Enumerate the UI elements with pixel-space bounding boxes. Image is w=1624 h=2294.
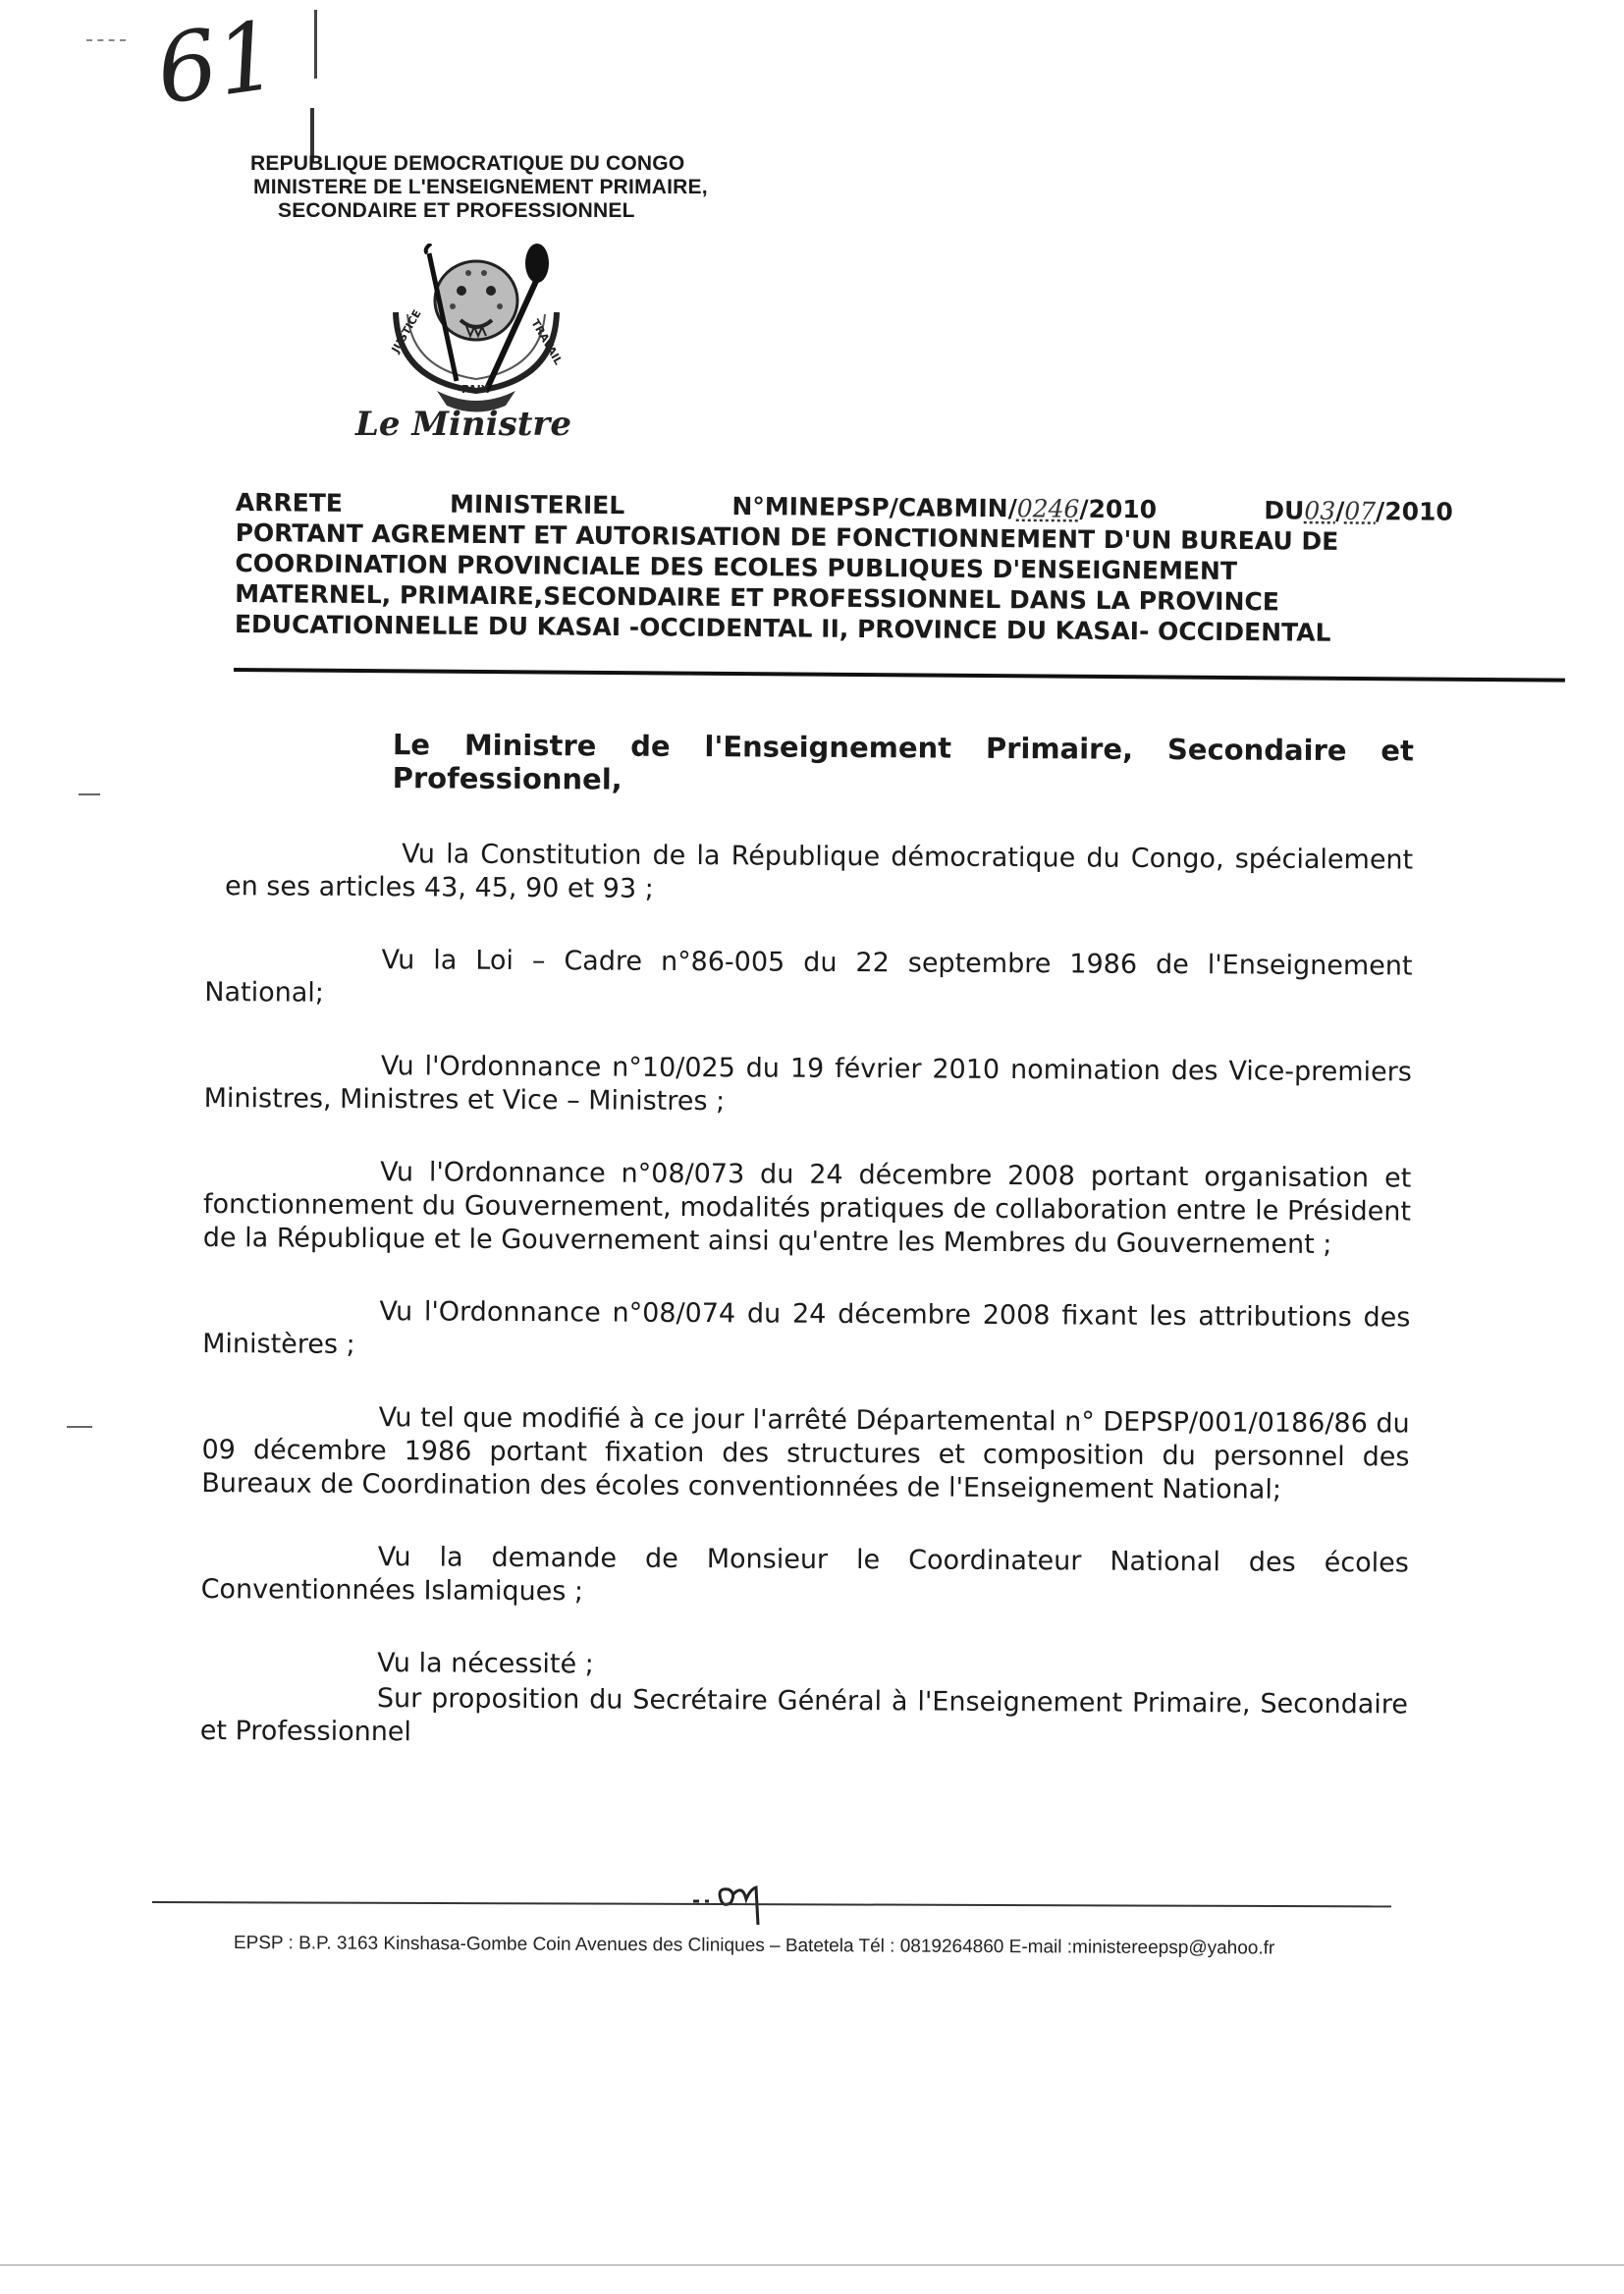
scan-mark (67, 1426, 92, 1428)
decree-title-line-4: MATERNEL, PRIMAIRE,SECONDAIRE ET PROFESSIONNEL DANS LA PROVINCE (235, 578, 1279, 617)
minister-heading: Le Ministre de l'Enseignement Primaire, Secondaire et Professionnel, (392, 728, 1414, 796)
considerant-paragraph: Vu l'Ordonnance n°10/025 du 19 février 2010 nomination des Vice-premiers Ministres, Ministres et Vice – Ministres ; (203, 1051, 1412, 1118)
handwritten-page-number: 61 (149, 0, 285, 126)
handwritten-month: 07 (1344, 496, 1377, 526)
title-word: DU (1264, 496, 1305, 525)
scan-mark (86, 39, 126, 41)
letterhead-line-country: REPUBLIQUE DEMOCRATIQUE DU CONGO (250, 152, 685, 175)
considerant-paragraph: Vu l'Ordonnance n°08/074 du 24 décembre 2008 fixant les attributions des Ministères ; (202, 1296, 1411, 1360)
decree-number (731, 491, 1157, 524)
seal-word-travail: TRAVAIL (528, 317, 566, 367)
title-word: / (1335, 496, 1345, 525)
proposal-paragraph: Sur proposition du Secrétaire Général à l'Enseignement Primaire, Secondaire et Professionnel (199, 1683, 1409, 1748)
title-word: ARRETE (235, 487, 344, 518)
handwritten-decree-number: 0246 (1016, 494, 1080, 523)
title-word: /2010 (1079, 494, 1158, 524)
coat-of-arms-seal (358, 244, 594, 420)
letterhead (250, 152, 708, 223)
footer-contact: EPSP : B.P. 3163 Kinshasa-Gombe Coin Avenues des Cliniques – Batetela Tél : 0819264860 E-mail :ministereepsp@yahoo.fr (233, 1933, 1275, 1959)
scan-mark (314, 10, 317, 79)
considerant-paragraph: Vu la nécessité ; (377, 1648, 594, 1680)
scan-mark (0, 2265, 1624, 2266)
office-label: Le Ministre (355, 405, 571, 444)
decree-title-line-5: EDUCATIONNELLE DU KASAI -OCCIDENTAL II, PROVINCE DU KASAI- OCCIDENTAL (234, 609, 1331, 647)
scan-mark (79, 793, 100, 795)
considerant-paragraph: Vu tel que modifié à ce jour l'arrêté Départemental n° DEPSP/001/0186/86 du 09 décembre 1986 portant fixation des structures et composition du personnel des Bureaux de Coordination des écoles conventionnées de l'Enseignement National; (201, 1402, 1410, 1505)
decree-body (199, 727, 1414, 1794)
decree-title-line-2: PORTANT AGREMENT ET AUTORISATION DE FONCTIONNEMENT D'UN BUREAU DE (235, 518, 1339, 556)
title-word: MINISTERIEL (450, 489, 625, 520)
seal-word-justice: JUSTICE (389, 307, 424, 355)
considerant-paragraph: Vu la demande de Monsieur le Coordinateur National des écoles Conventionnées Islamiques ; (200, 1542, 1409, 1608)
letterhead-line-ministry: MINISTERE DE L'ENSEIGNEMENT PRIMAIRE, (253, 176, 708, 198)
decree-title-line-3: COORDINATION PROVINCIALE DES ECOLES PUBLIQUES D'ENSEIGNEMENT (235, 548, 1238, 586)
handwritten-day: 03 (1304, 496, 1336, 525)
seal-word-paix: PAIX (461, 383, 490, 396)
decree-date (1264, 495, 1453, 527)
title-word: /2010 (1376, 497, 1453, 526)
letterhead-line-ministry-2: SECONDAIRE ET PROFESSIONNEL (278, 199, 635, 222)
considerant-paragraph: Vu l'Ordonnance n°08/073 du 24 décembre 2008 portant organisation et fonctionnement du Gouvernement, modalités pratiques de collaboration entre le Président de la République et le Gouvernement ainsi qu'entre les Membres du Gouvernement ; (202, 1157, 1412, 1261)
considerant-paragraph: Vu la Loi – Cadre n°86-005 du 22 septembre 1986 de l'Enseignement National; (204, 945, 1413, 1009)
title-underline (234, 668, 1565, 683)
decree-title (235, 487, 1453, 649)
considerant-paragraph: Vu la Constitution de la République démocratique du Congo, spécialement en ses articles 43, 45, 90 et 93 ; (224, 839, 1414, 904)
title-word: N°MINEPSP/CABMIN/ (731, 491, 1017, 523)
